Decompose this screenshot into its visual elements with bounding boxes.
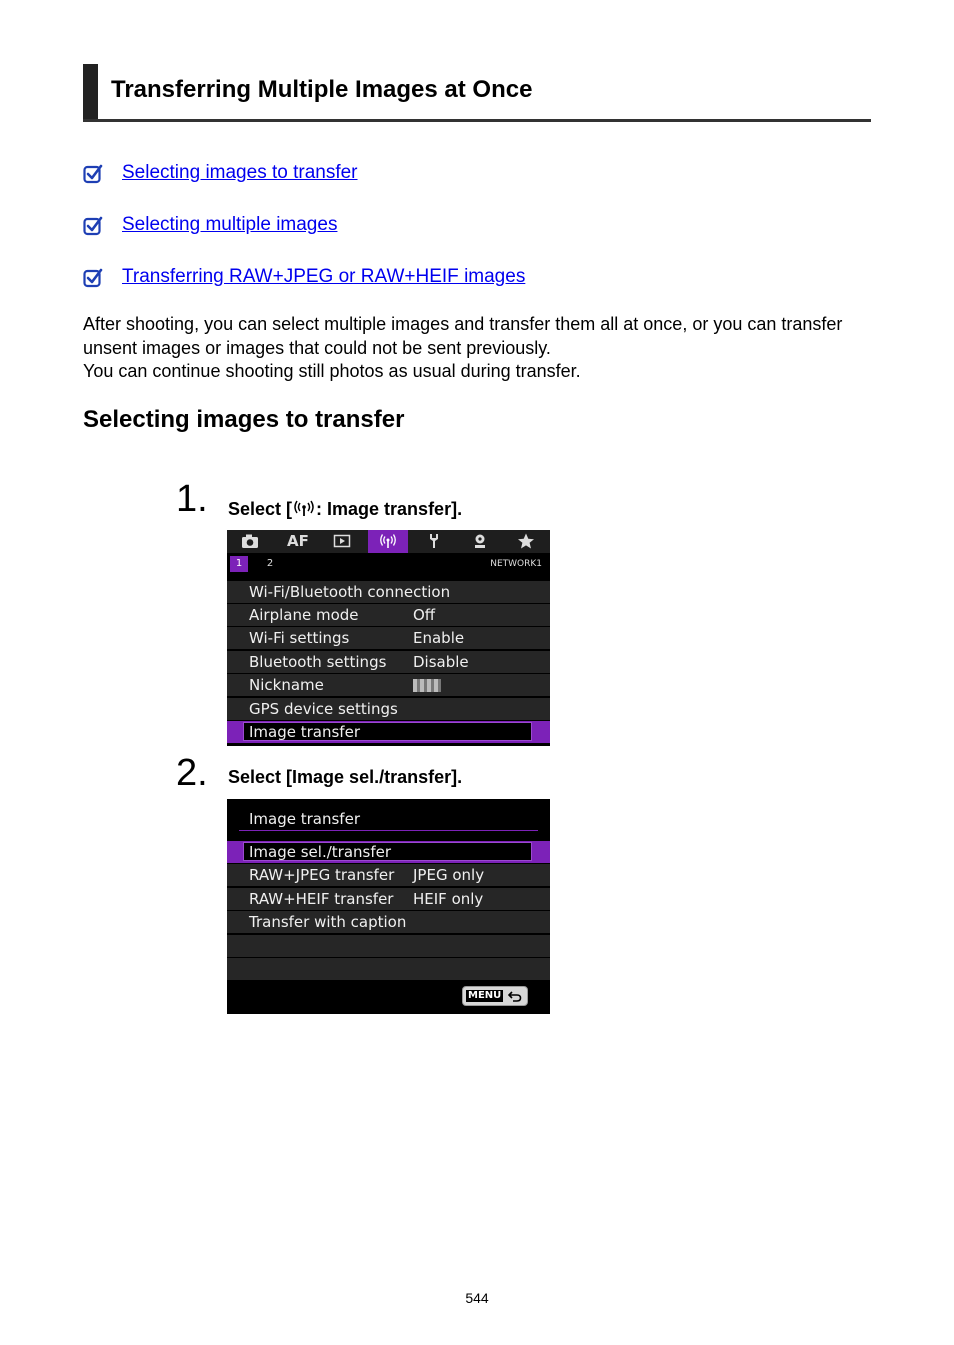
wireless-icon — [292, 500, 316, 518]
menu-page-label: NETWORK1 — [490, 559, 542, 569]
step-number: 2. — [176, 752, 208, 794]
menu-row-label: Wi-Fi/Bluetooth connection — [249, 583, 451, 601]
menu-row-label: RAW+HEIF transfer — [249, 890, 394, 908]
return-arrow-icon — [508, 990, 522, 1003]
checkbox-check-icon — [83, 216, 103, 236]
header-accent-bar — [83, 64, 98, 119]
menu-row-label: Airplane mode — [249, 606, 359, 624]
page-header — [83, 64, 871, 122]
menu-row-value: Enable — [413, 629, 465, 647]
menu-row-label: RAW+JPEG transfer — [249, 866, 395, 884]
menu-row-label: Image sel./transfer — [249, 843, 392, 861]
menu-row[interactable] — [227, 864, 550, 887]
menu-row[interactable] — [227, 581, 550, 604]
screen-header-title: Image transfer — [249, 810, 360, 828]
header-divider — [239, 830, 538, 831]
nickname-blurred-value — [413, 679, 441, 692]
menu-row-empty — [227, 958, 550, 981]
tab-wireless[interactable] — [368, 530, 408, 553]
menu-row-label: GPS device settings — [249, 700, 398, 718]
camera-menu-screen-image-transfer — [227, 799, 550, 1014]
menu-row-value: Off — [413, 606, 436, 624]
step-instruction — [228, 499, 462, 520]
subtab-2[interactable]: 2 — [266, 558, 274, 569]
checkbox-check-icon — [83, 268, 103, 288]
page-number: 544 — [465, 1290, 489, 1306]
menu-row[interactable] — [227, 627, 550, 650]
menu-row-label: Wi-Fi settings — [249, 629, 350, 647]
af-icon: AF — [287, 532, 309, 550]
menu-row-value: Disable — [413, 653, 469, 671]
menu-row[interactable] — [227, 674, 550, 697]
step-text-prefix: Select [ — [228, 499, 293, 519]
intro-line-2: You can continue shooting still photos as usual during transfer. — [83, 361, 581, 381]
menu-tab-bar — [227, 530, 550, 553]
tab-af[interactable] — [276, 530, 316, 553]
menu-back-button[interactable] — [462, 986, 528, 1006]
menu-row-empty — [227, 935, 550, 958]
step-instruction: Select [Image sel./transfer]. — [228, 767, 463, 787]
menu-row[interactable] — [227, 888, 550, 911]
toc-link-selecting-images[interactable]: Selecting images to transfer — [122, 162, 358, 183]
custom-function-icon — [470, 532, 490, 550]
step-number: 1. — [176, 478, 208, 520]
tab-shooting[interactable] — [230, 530, 270, 553]
tab-custom-functions[interactable] — [460, 530, 500, 553]
toc-link-selecting-multiple[interactable]: Selecting multiple images — [122, 214, 338, 235]
toc-link-raw-jpeg-heif[interactable]: Transferring RAW+JPEG or RAW+HEIF images — [122, 266, 526, 287]
menu-button-label: MENU — [468, 990, 502, 1001]
menu-row-value: HEIF only — [413, 890, 484, 908]
wrench-icon — [424, 532, 444, 550]
menu-subtab-bar — [227, 553, 550, 575]
intro-paragraph — [83, 313, 883, 384]
menu-row-label: Bluetooth settings — [249, 653, 387, 671]
checkbox-check-icon — [83, 164, 103, 184]
playback-icon — [332, 532, 352, 550]
menu-row-label: Image transfer — [249, 723, 360, 741]
tab-my-menu[interactable] — [506, 530, 546, 553]
menu-row-value: JPEG only — [413, 866, 485, 884]
menu-row[interactable] — [227, 604, 550, 627]
menu-row[interactable] — [227, 911, 550, 934]
menu-row-label: Nickname — [249, 676, 324, 694]
section-title: Selecting images to transfer — [83, 406, 405, 433]
page-title: Transferring Multiple Images at Once — [111, 76, 533, 103]
subtab-1[interactable]: 1 — [230, 556, 248, 572]
menu-row[interactable] — [227, 651, 550, 674]
menu-row-selected[interactable] — [227, 721, 550, 744]
tab-setup[interactable] — [414, 530, 454, 553]
tab-playback[interactable] — [322, 530, 362, 553]
menu-row[interactable] — [227, 698, 550, 721]
menu-row-label: Transfer with caption — [249, 913, 407, 931]
camera-icon — [240, 532, 260, 550]
step-text-suffix: : Image transfer]. — [316, 499, 463, 519]
star-icon — [516, 532, 536, 550]
menu-row-selected[interactable] — [227, 841, 550, 864]
wireless-icon — [378, 532, 398, 550]
intro-line-1: After shooting, you can select multiple images and transfer them all at once, or you can transfer unsent images or images that could not be sent previously. — [83, 314, 843, 358]
camera-menu-screen-network — [227, 530, 550, 746]
